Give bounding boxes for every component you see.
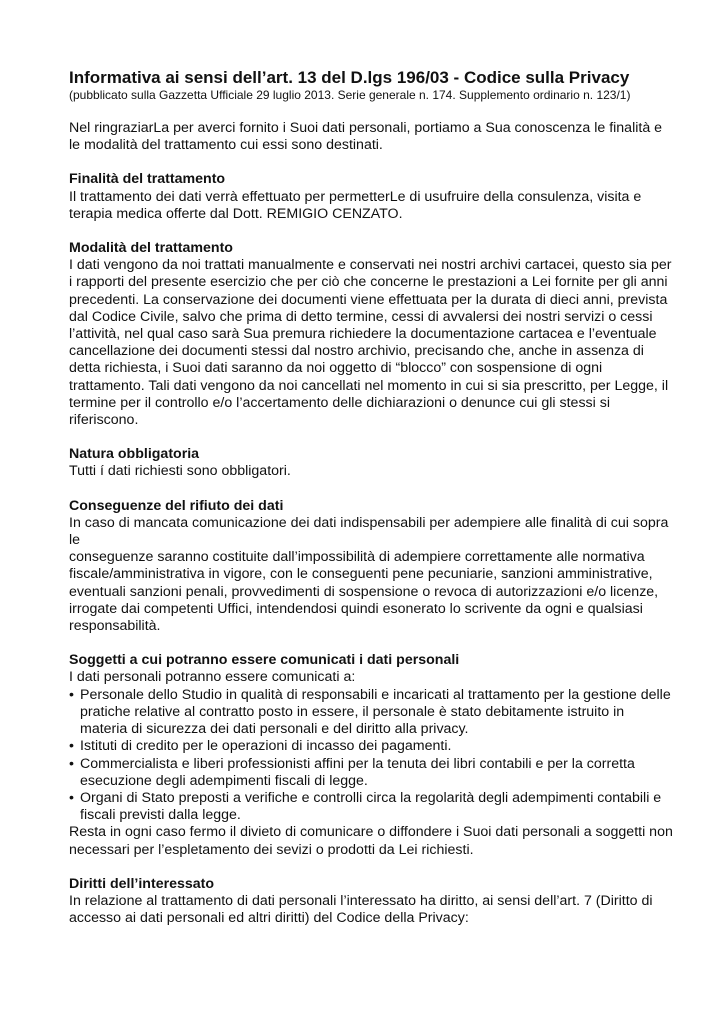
section-diritti [69,876,675,928]
section-outro: Resta in ogni caso fermo il divieto di comunicare o diffondere i Suoi dati personali a soggetti non necessari per l’espletamento dei sevizi o prodotti da Lei richiesti. [69,824,673,858]
section-finalita [69,171,675,223]
section-heading: Natura obbligatoria [69,446,200,463]
section-soggetti [69,652,675,858]
section-text: Tutti í dati richiesti sono obbligatori. [69,463,291,480]
section-text-line: fiscale/amministrativa in vigore, con le conseguenti pene pecuniarie, sanzioni amministrative, eventuali sanzioni penali, provvedimenti di sospensione o revoca di autorizzazioni e/o licenze, irrogate dai competenti Uffici, intendendosi quindi esonerato lo scrivente da ogni e qualsiasi responsabilità. [69,566,659,635]
list-item-text: Commercialista e liberi professionisti affini per la tenuta dei libri contabili e per la corretta esecuzione degli adempimenti fiscali di legge. [80,755,635,789]
section-text-line: In caso di mancata comunicazione dei dati indispensabili per adempiere alle finalità di cui sopra le [69,514,669,549]
section-modalita [69,240,675,429]
section-text: In relazione al trattamento di dati personali l’interessato ha diritto, ai sensi dell’art. 7 (Diritto di accesso ai dati personali ed altri diritti) del Codice della Privacy: [69,892,653,927]
bullet-icon: • [69,738,74,755]
section-conseguenze [69,498,675,636]
list-item-text: Istituti di credito per le operazioni di incasso dei pagamenti. [80,738,452,755]
bullet-icon: • [69,755,74,772]
section-heading: Conseguenze del rifiuto dei dati [69,497,284,514]
section-heading: Soggetti a cui potranno essere comunicati i dati personali [69,652,460,669]
bullet-icon: • [69,789,74,806]
list-item [69,756,675,790]
list-item [69,738,675,755]
section-heading: Finalità del trattamento [69,171,226,188]
section-text-line: conseguenze saranno costituite dall’impossibilità di adempiere correttamente alle normativa [69,549,645,566]
section-natura [69,446,675,480]
document-title: Informativa ai sensi dell’art. 13 del D.lgs 196/03 - Codice sulla Privacy [69,68,630,87]
intro-block [69,120,675,154]
section-intro: I dati personali potranno essere comunicati a: [69,669,356,686]
section-text: Il trattamento dei dati verrà effettuato per permetterLe di usufruire della consulenza, visita e terapia medica offerte dal Dott. REMIGIO CENZATO. [69,188,642,222]
document-subtitle: (pubblicato sulla Gazzetta Ufficiale 29 luglio 2013. Serie generale n. 174. Supplemento ordinario n. 123/1) [69,88,631,102]
list-item [69,687,675,739]
list-item-text: Organi di Stato preposti a verifiche e controlli circa la regolarità degli adempimenti contabili e fiscali previsti dalla legge. [80,789,662,824]
section-text: I dati vengono da noi trattati manualmente e conservati nei nostri archivi cartacei, questo sia per i rapporti del presente esercizio che per ciò che concerne le prestazioni a Lei fornite per gli anni precedenti. La conservazione dei documenti viene effettuata per la durata di dieci anni, prevista dal Codice Civile, salvo che prima di detto termine, cessi di avvalersi dei nostri servizi o cessi l’attività, nel qual caso sarà Sua premura richiedere la documentazione cartacea e l’eventuale cancellazione dei documenti stessi dal nostro archivio, precisando che, anche in assenza di detta richiesta, i Suoi dati saranno da noi oggetto di “blocco” con sospensione di ogni trattamento. Tali dati vengono da noi cancellati nel momento in cui si sia prescritto, per Legge, il termine per il controllo e/o l’accertamento delle dichiarazioni o denunce cui gli stessi si riferiscono. [69,257,672,429]
section-heading: Modalità del trattamento [69,240,233,257]
recipients-list [69,687,675,825]
bullet-icon: • [69,686,74,703]
intro-paragraph: Nel ringraziarLa per averci fornito i Suoi dati personali, portiamo a Sua conoscenza le finalità e le modalità del trattamento cui essi sono destinati. [69,120,663,154]
section-heading: Diritti dell’interessato [69,875,215,892]
list-item-text: Personale dello Studio in qualità di responsabili e incaricati al trattamento per la gestione delle pratiche relative al contratto posto in essere, il personale è stato debitamente istruito in materia di sicurezza dei dati personali e del diritto alla privacy. [80,686,671,738]
list-item [69,790,675,824]
